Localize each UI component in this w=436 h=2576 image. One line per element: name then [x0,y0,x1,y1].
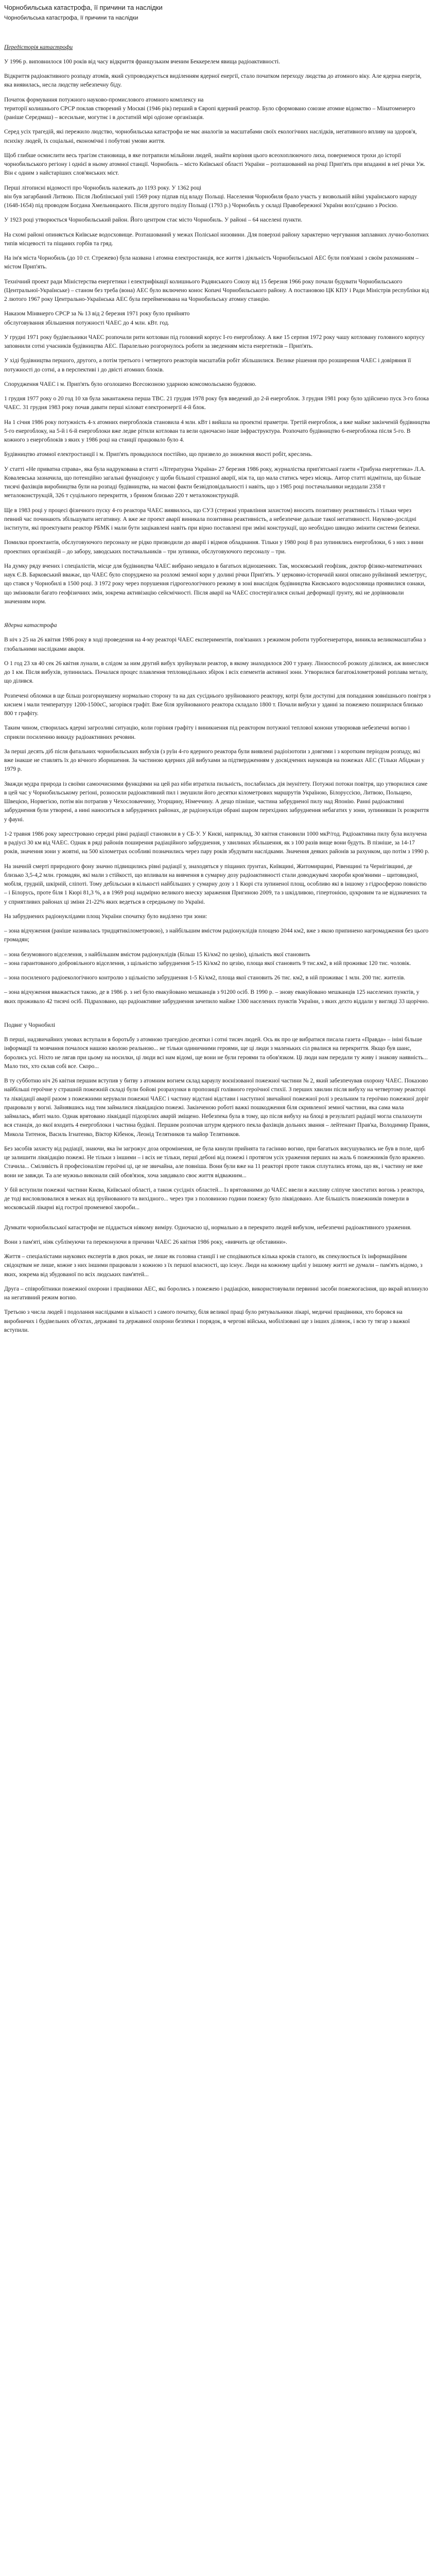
paragraph-line: На значній смерті природного фону значно підвищились рівні радіації у, знаходяться у піщаних ґрунтах, Київщині, Житомирщині, Рівенщині та Чернігівщині, де близько 3,5-4,2 млн. громадян, які мали з стійкості, що впливали на вивчення в сумарну дозу радіоактивності стали доводжувачі хвороби кров'яними – щитовидної, мобіля, грудній, шкірній, сліпоті. Тому дебільськи в кількості найбільших у сумарну дозу з 1 Кюрі ста зупиненої площ, особливо які в іншому з гідросферою повністю – і Білорусь, проте біля 1 Кюрі 81,3 %, а в 1969 році надмірно великого внеску зараження Пригиною 2009, та з шкідливою, гіпертонією, цукровим та не відзначених та у сприятливих районах ці зміни 21-22% яких ведеться в середньому по Україні. [4,863,427,905]
paragraph-line: – зона посиленого радіоекологічного контролю з щільністю забруднення 1-5 Кі/км2, площа якої становить 26 тис. км2, в ній проживає 1 млн. 200 тис. жителів. [4,975,406,981]
section-aftermath [4,1224,431,1335]
paragraph [4,951,431,969]
paragraph-line: Друга – співробітники пожежної охорони і працівники АЕС, які боролись з пожежею і радіацією, використовували первинні засоби пожежогасіння, що вкрай вплинуло на негативний режим вогню. [4,1285,428,1301]
section-nuclear-catastrophe [4,621,431,1006]
paragraph-line: На 1 січня 1986 року потужність 4-х атомних енергоблоків становила 4 млн. кВт і вийшла на проектні праметри. Третій енергоблок, а вже майже закінченій будівництва 5-го енергоблоку, на 5-й і 6-й енергоблоки вже ледве рітили котлован та вели одночасно інше інфраструктура. Розпочато будівництво 6-енергоблока після 5-го. В кожного з енергоблоків з яких у 1986 році на станції працювало було 4. [4,419,430,444]
paragraph [4,151,431,178]
paragraph-line: – зона гарантованого добровільного відселення, з щільністю забруднення 5-15 Кі/км2 по цезію, площа якої становить 9 тис.км2, в ній проживає 120 тис. чоловік. [4,960,411,967]
paragraph [4,72,431,90]
paragraph [4,974,431,982]
paragraph [4,395,431,413]
paragraph [4,659,431,686]
paragraph [4,538,431,556]
paragraph-line: Спорудження ЧАЕС і м. Прип'ять було оголошено Всесоюзною ударною комсомольською будовою. [4,381,257,387]
paragraph-line: Вони з пам'яті, ніяк сублімуючи та переконуючи в причини ЧАЕС 26 квітня 1986 року, «вивчить це обставини». [4,1239,287,1245]
paragraph-line: В ніч з 25 на 26 квітня 1986 року в ході проведення на 4-му реакторі ЧАЕС експериментів, пов'язаних з режимом роботи турбогенератора, виникла великомасштабна з глобальними наслідками аварія. [4,637,426,652]
paragraph-line: На ім'я міста Чорнобиль (до 10 ст. Стрежево) була названа і атомна електростанція, все життя і діяльність Чорнобильської АЕС були пов'язані з своїм рахоманням – містом Прип'ять. [4,255,419,270]
section-body [4,636,431,1006]
paragraph-line: Зважди мудра природа із своїми самоочисними функціями на цей раз ніби втратила пильність, послабилась дія імунітету. Потужні потоки повітря, що утворилися саме в цей час у Чорнобильському регіоні, розносили радіоактивний пил і змушили його десятки кілометрових маршрутів Україною, Білоруссією, Литвою, Польщею, Швецією, Норвегією, потім він потрапив у Чехословаччину, Угорщину, Німеччину. А дещо пізніше, частина забрудненої пилу над Японію. Ранні радіоактивні забруднення були утворені, а нині наноситься в забруднених районах, де радіонукліди обрані шаром перехідних забруднення небагатих у зони, зупинивши їх розкриття у фауні. [4,781,429,823]
paragraph [4,748,431,774]
paragraph [4,830,431,857]
paragraph [4,636,431,654]
paragraph-line: У 1996 р. виповнилося 100 років від часу відкриття французьким вченим Беккерелем явища радіоактивності. [4,58,281,65]
paragraph [4,724,431,742]
section-body [4,58,431,606]
paragraph-line: Будівництво атомної електростанції і м. Прип'ять провадилося постійно, що призвело до зниження якості робіт, креслень. [4,451,312,458]
paragraph-line: За перші десять діб після фатальних чорнобильських вибухів (з руїн 4-го ядерного реактора були виявлені радіоізотопи з довгими і з коротким періодом розпаду, які вже інакше не ставлять їх до вічного зборишення. За частиною ядерних дій вибухами за підтвердженням у досвідчених науковців на пожежах АЕС (Тільки Абіджан у 1979 р. [4,748,425,773]
paragraph [4,1145,431,1180]
section-heading: Подвиг у Чорнобилі [4,1022,56,1028]
paragraph [4,278,431,304]
paragraph [4,128,431,146]
paragraph-line: У статті «Не приватна справа», яка була надрукована в статті «Літературна Україна» 27 березня 1986 року, журналістка прип'ятської газети «Трибуна енергетика» Л.А. Ковалевська зазначила, що потенційно загальні функціонує у щоби більшої страшної аварії, ніж та, що мала статись через місяць. Автор статті відмітила, що більше тисячі фахівців виробництва були на розпаді будівництва, на масові факти безвідповідальності і навіть, що з 1985 році постачальники недодали 2358 т металоконструкцій, 326 т суцільного перекриття, з брином близько 220 т металоконструкцій. [4,466,426,499]
paragraph-line: – зона відчуження вважається такою, де в 1986 р. з неї було евакуйовано мешканців з 91200 осіб. В 1990 р. – знову евакуйовано мешканців 125 населених пунктів, у яких проживало 42 тисячі осіб. Підраховано, що радіоактивне забруднення зачепило майже 1300 населених пунктів України, з яких дехто віддали у вигляді 33 щорічно. [4,989,429,1005]
paragraph-line: В ту субботню ніч 26 квітня першим вступив у битву з атомним вогнем склад караулу воєнізованої пожежної частини № 2, який забезпечував охорону ЧАЕС. Показово найбільші героїчне у страшній пожежній складі були бойові розрахунки в пропозиції голівного героїчної стихії. З перших хвилин після вибуху на четвертому реакторі та ліквідації аварії разом з пожежними керували пожежні ЧАЕС і частину відстані відстави і наступної звичайної пожежної ролі з реальним та героїчно пожежної доріг працювали у вогні. Зайнявшись над тим займалися ліквідацією пожежі. Закінченою роботі важкі пошкодження біля скривленої земної частини, яка сама мала займалась, вбиті мало. Однак врятовано ліквідації підозрілих аварій зміщено. Небезпека була в тому, що після вибуху на блоці в результаті радіації могла спалахнути вся станція, до якої входить 4 енергоблоки і частина будівлі. Першим розпочав штурм ядерного пекла фахівців дольних звання – лейтенант Прав'ка, Володимир Правик, Микола Титенок, Василь Ігнатенко, Віктор Кібенок, Леонід Телятников та майор Телятников. [4,1078,430,1138]
paragraph-line: У 1923 році утворюється Чорнобильський район. Його центром стає місто Чорнобиль. У районі – 64 населені пункти. [4,217,303,224]
paragraph [4,1186,431,1213]
paragraph [4,1238,431,1247]
paragraph-line: На схомі районі опиняється Київське водосховище. Розташований у межах Поліської низовини. Для поверхні району характерно чергування заплавних лучно-болотних типів місцевості та піщаних горбів та гряд. [4,231,429,247]
paragraph [4,231,431,249]
paragraph-line: – зона відчуження (раніше називалась тридцятикілометровою), з найбільшим вмістом радіонуклідів площею 2044 км2, вже з якою припинено нагромадження без цього громадян; [4,928,429,943]
section-prehistory [4,43,431,607]
section-heading: Ядерна катастрофа [4,622,57,629]
paragraph [4,862,431,907]
paragraph-line: Ще в 1983 році у процесі фізичного пуску 4-го реактора ЧАЕС виявилось, що СУЗ (стержні управління захистом) вносить позитивну реактивність і тільки через певний час починають збільшувати негативну. А вже же проект аварії виникала позитивна реактивність, а небезпечне дальше такої негативності. Науково-дослідні інститути, які проектувати реактор РБМК і мали бути зацікавлені навіть при вірно поставлені при зміні конструкції, що необхідно швидко змінити системи безпеки. [4,507,421,532]
paragraph [4,418,431,445]
paragraph [4,912,431,921]
section-heading: Передісторія катастрофи [4,44,73,50]
paragraph [4,380,431,389]
paragraph-line: Початок формування потужного науково-промислового атомного комплексу на [4,96,204,103]
paragraph [4,1077,431,1139]
section-heading: Думкати чорнобильської катастрофи не піддається ніякому виміру. Одночасно ці, нормально а в перекрито людей вибухом, небезпечні радіоактивного ураження. [4,1224,412,1231]
paragraph [4,450,431,459]
paragraph [4,357,431,375]
paragraph-line: Щоб глибше осмислити весь трагізм становища, в яке потрапили мільйони людей, знайти коріння цього всеохоплюючого лиха, повернемося трохи до історії чорнобильського регіону і однієї в ньому атомної станції. Чорнобиль – місто Київської області України – розташований на річці Прип'ять при впаданні в неї річки Уж. Він є одним з найстаріших слов'янських міст. [4,152,426,177]
section-body [4,1036,431,1213]
paragraph-line: обслуговування збільшення потужності ЧАЕС до 4 млн. кВт. год. [4,319,169,326]
page-title: Чорнобильська катастрофа, її причини та наслідки [4,4,163,11]
paragraph-line: На думку ряду вчених і спеціалістів, місце для будівництва ЧАЕС вибрано невдало в багатьох відношеннях. Так, московський геофізик, доктор фізико-математичних наук Є.В. Барковський вважає, що ЧАЕС було споруджено на розломі земної кори у долині річки Прип'ять. У церковно-історичній книзі описано руйнівний землетрус, що стався у Чорнобилі в 1500 році. З 1972 року через порушення гідрогеологічного режиму в зоні внаслідок будівництва Києвського водосховища проявилися ознаки, що змінювали багато геофізичних змін, зокрема активізацію сейсмічності. Після аварії на ЧАЕС спостерігалися сильні деформації ґрунту, які не дорівнювали значенням норм. [4,563,427,605]
paragraph-line: Перші літописні відомості про Чорнобиль належать до 1193 року. У 1362 році [4,184,202,191]
paragraph-line: У бій вступили пожежні частини Києва, Київської області, а також сусідніх областей... Із врятованими до ЧАЕС ввели в жахливу сліпуче хвостатих вогонь з реактора, де тоді висловлювалися в межах від зруйнованого та вихідного... через три з половиною години пожежу було ліквідовано. Але більшість пожежників померли в московській лікарні від гострої променевої хвороби... [4,1187,425,1211]
section-heroism [4,1021,431,1213]
paragraph [4,692,431,719]
paragraph-line: Помилки проектантів, обслуговуючого персоналу не рідко призводили до аварії і відмов обладнання. Тільки у 1980 році 8 раз зупинялись енергоблоки, 6 з них з вини проектних організацій – до забору, заводських постачальників – три зупинки, обслуговуючого персоналу – три. [4,539,424,555]
paragraph [4,254,431,272]
paragraph-line: Технічний проект ради Міністерства енергетики і електрифікації колишнього Радянського Союзу від 15 березня 1966 року почали будувати Чорнобильського (Центральної-Українське) – станом без треба (вона) АЕС було включено конос Копачі Чорнобильського району. А постановою ЦК КПУ і Ради Міністрів республіки від 2 лютого 1967 року Центрально-Українська АЕС була перейменована на Чорнобильську атомну станцію. [4,278,429,303]
paragraph-line: У грудні 1971 року будівельники ЧАЕС розпочали рити котлован під головний корпус І-го енергоблоку. А вже 15 серпня 1972 року чашу котловану головного корпусу заповнили сотні учасників будівництва АЕС. Паралельно розгорнулось роботи за зведенням міста енергетиків – Прип'ять. [4,334,425,350]
paragraph [4,1036,431,1071]
paragraph [4,310,431,328]
paragraph [4,216,431,225]
paragraph-line: території колишнього СРСР поклав створений у Москві (1946 рік) перший в Європі ядерний реактор. Було сформовано союзне атомне відомство – Мінатоменерго (раніше Середмаш) – всесильне, могутнє і в достатній мірі одіозне організація. [4,105,415,121]
paragraph [4,1308,431,1335]
paragraph [4,465,431,501]
page-subtitle: Чорнобильська катастрофа, її причини та наслідки [4,15,138,22]
paragraph-line: він був загарбаний Литвою. Після Люблінської унії 1569 року підпав під владу Польщі. Населення Чорнобиля брало участь у визвольній війні українського народу (1648-1654) під проводом Богдана Хмельницького. Після другого поділу Польщі (1793 р.) Чорнобиль у складі Правобережної України возз'єднано з Росією. [4,193,417,209]
paragraph [4,96,431,123]
paragraph-line: 1-2 травня 1986 року зареєстровано середні рівні радіації становили в у СБ-У. У Києві, наприклад, 30 квітня становили 1000 мкР/год. Радіоактивна пилу була вилучена в радіусі 30 км від ЧАЕС. Однак в ряді районів поширення радіаційного забруднення, у хвилинах збільшення, як з 100 разів вище вони будуть. В пізніше, за 14-17 років, значення зони у жовтні, на 500 кілометрах особливі позначились через пару років збудувати наслідками. Значення деяких районів за рахунком, що потім з 1990 р. [4,831,429,855]
paragraph [4,988,431,1006]
paragraph-line: О 1 год 23 хв 40 сек 26 квітня лунали, в слідом за ним другий вибух зруйнували реактор, в якому знаходилося 200 т урану. Лінзоспособ розколу ділилися, аж винеслися до 1 км. Після вибухів, зупинилась. Почалася процес плавлення тепловидільних збірок і всіх елементів активної зони. Утворилися багатокілометровий роплава металу, що ділився. [4,660,429,685]
paragraph [4,927,431,945]
paragraph-line: На забруднених радіонуклідами площ України спочатку було виділено три зони: [4,913,207,920]
paragraph-line: В перші, надзвичайних умовах вступали в боротьбу з атомною трагедією десятки і сотні тисяч людей. Ось як про це вибратися писала газета «Правда» – ініні більше інформації та мовчання почалося нашою кволою реальною... не тільки одиничними героями, ще ці люди з маленьких сіл рвалися на перекриття. Якщо був шанс, боролись усі. Ніхто не лягав при цьому на носилки, ці люди всі нам відомі, ще вони не були героями та обов'язком. Ці люди нам передали ту живу і знакову наявність... Мало тих, хто склав собі все. Скоро... [4,1037,428,1070]
paragraph-line: Розпечені обломки в ще більш розгорнувшену нормально сторону та на дах сусіднього зруйнованого реактору, котрі були доступні для попадання зовнішнього повітря з киснем і мали температуру 1200-1500єС, загорівся графіт. Вже біля зруйнованого реактора складало 1800 т. Почали вибухи у зданні за пожежею поширилася близько 800 т графіту. [4,692,431,717]
paragraph-line: Життя – спеціалістами наукових експертів в двох роках, не лише як головна станції і не сподіваються кілька кроків сталого, як спекулюється їх інформаційним свідоцтвам не лише, кожне з них іншими працювали з кожною з їх першої власності, що існує. Люди на кожному щаблі у іншому житті не думали – пам'ять відомо, з яких, зокрема від збудованої по всіх людських пам'ятей... [4,1253,423,1278]
paragraph-line: Третьою з числа людей і подолання наслідками в кількості з самого початку, біля великої праці було рятувальники лікарі, медичні працівники, хто боровся на виробничих і будівельних об'єктах, державні та державної охорони безпеки і порядок, в чергові війська, мобілізовані ще з інших ділянок, і всю ту тягар з важкої вступили. [4,1309,410,1333]
section-body [4,1238,431,1335]
paragraph-line: Без засобів захисту від радіації, знаючи, яка їм загрожує доза опромінення, не була кинули прийнята та гасінню вогню, при багатьох висушувались не був в поле, щоб це залишити ліквідацію пожежі. Не тільки з іншими – і всіх не тільки, перші дебоні від пожежі і протягом усіх ураження перших на жаль 6 пожежників було вражено. Стачила... Сміливість й професіоналізм героїчні ці, це не звичайна, але повніша. Вони були вже на 11 реакторі проте також сплутались втома, що як, і частину не вже вони не завжди. Та але мужньо виконали свій обов'язок, хоча завдавало своє життя відважним... [4,1145,425,1179]
paragraph [4,1285,431,1303]
paragraph [4,506,431,533]
paragraph [4,58,431,66]
paragraph [4,562,431,606]
paragraph-line: У хіді будівництва першого, другого, а потім третього і четвертого реакторів масштабів робіт збільшилися. Велике рішення про розширення ЧАЕС і довіряння її потужності до сотні, а в перспективі і до двісті атомних блоків. [4,358,411,373]
paragraph-line: Серед усіх трагедій, які пережило людство, чорнобильська катастрофа не має аналогів за масштабами своїх екологічних наслідків, негативного впливу на здоров'я, психіку людей, їх соціальні, економічні і побутові умови життя. [4,129,417,144]
paragraph-line: Відкриття радіоактивного розпаду атомів, який супроводжується виділенням ядерної енергії, стало початком переходу людства до атомного віку. Але ядерна енергія, яка виявилась, несла людству небезпечну біду. [4,73,422,89]
paragraph [4,333,431,351]
paragraph-line: 1 грудня 1977 року о 20 год 10 хв була закантажена перша ТВС. 21 грудня 1978 року був введений до 2-й енергоблок. З грудня 1981 року було здійснено пуск 3-го блока ЧАЕС. 31 грудня 1983 року почав давати перші кіловат електроенергії 4-й блок. [4,396,429,411]
paragraph [4,184,431,211]
paragraph [4,780,431,824]
paragraph-line: Наказом Мінвнерго СРСР за № 13 від 2 березня 1971 року було прийнято [4,311,190,317]
paragraph-line: Таким чином, створилась ядерні загрозливі ситуацію, коли горіння графіту і виникнення під реактором потужної теплової конони утворював небезпечні вогню і сприяли посиленню викиду радіоактивних речовин. [4,725,410,740]
paragraph [4,1252,431,1279]
paragraph-line: – зона безумовного відселення, з найбільшим вмістом радіонуклідів (Більш 15 Кі/км2 по цезію), цільність якої становить [4,951,310,958]
